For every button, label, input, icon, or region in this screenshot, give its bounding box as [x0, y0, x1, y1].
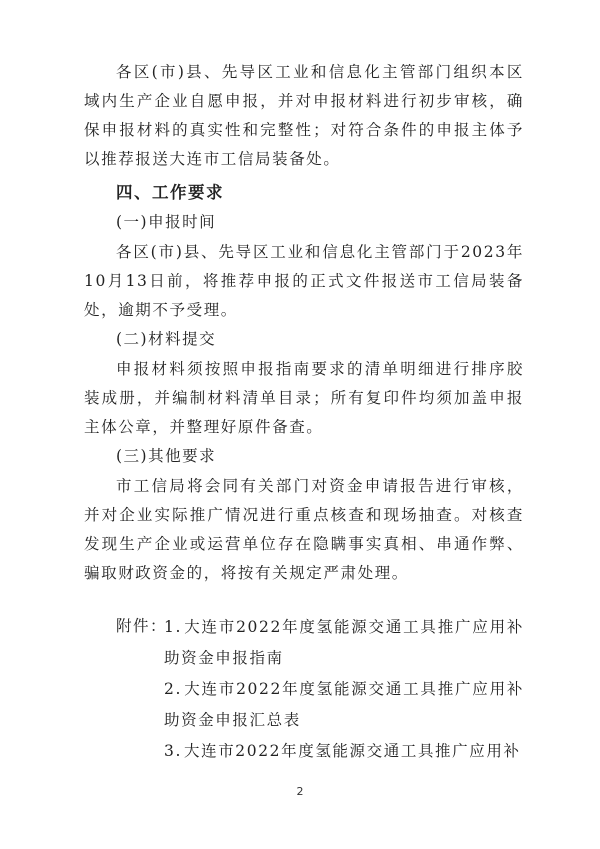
attachment-item: [164, 736, 524, 767]
attachment-title: 大连市2022年度氢能源交通工具推广应用补助资金申报指南: [164, 618, 524, 667]
attachment-number: 3.: [164, 742, 182, 760]
subsection-title-other-requirements: (三)其他要求: [116, 447, 217, 465]
subsection-title-material-submission: (二)材料提交: [116, 330, 217, 348]
subsection-title-application-time: (一)申报时间: [116, 213, 217, 231]
attachment-title: 大连市2022年度氢能源交通工具推广应用补: [184, 742, 521, 760]
section-title-work-requirements: 四、工作要求: [116, 183, 224, 202]
paragraph-review-and-inspection: 市工信局将会同有关部门对资金申请报告进行审核，并对企业实际推广情况进行重点核查和现场抽查。对核查发现生产企业或运营单位存在隐瞒事实真相、串通作弊、骗取财政资金的，将按有关规定严肃处理。: [84, 477, 524, 582]
attachment-item: [164, 612, 524, 674]
paragraph-application-organization: 各区(市)县、先导区工业和信息化主管部门组织本区域内生产企业自愿申报，并对申报材料进行初步审核，确保申报材料的真实性和完整性；对符合条件的申报主体予以推荐报送大连市工信局装备处。: [84, 63, 524, 168]
page-number: 2: [296, 785, 304, 798]
paragraph-application-deadline: 各区(市)县、先导区工业和信息化主管部门于2023年10月13日前，将推荐申报的正式文件报送市工信局装备处，逾期不予受理。: [84, 243, 524, 319]
attachment-number: 2.: [164, 680, 182, 698]
attachment-item: [164, 674, 524, 736]
attachment-title: 大连市2022年度氢能源交通工具推广应用补助资金申报汇总表: [164, 680, 524, 729]
attachments-label: 附件：: [116, 617, 168, 635]
attachment-number: 1.: [164, 618, 182, 636]
paragraph-material-requirements: 申报材料须按照申报指南要求的清单明细进行排序胶装成册，并编制材料清单目录；所有复印件均须加盖申报主体公章，并整理好原件备查。: [84, 360, 524, 436]
